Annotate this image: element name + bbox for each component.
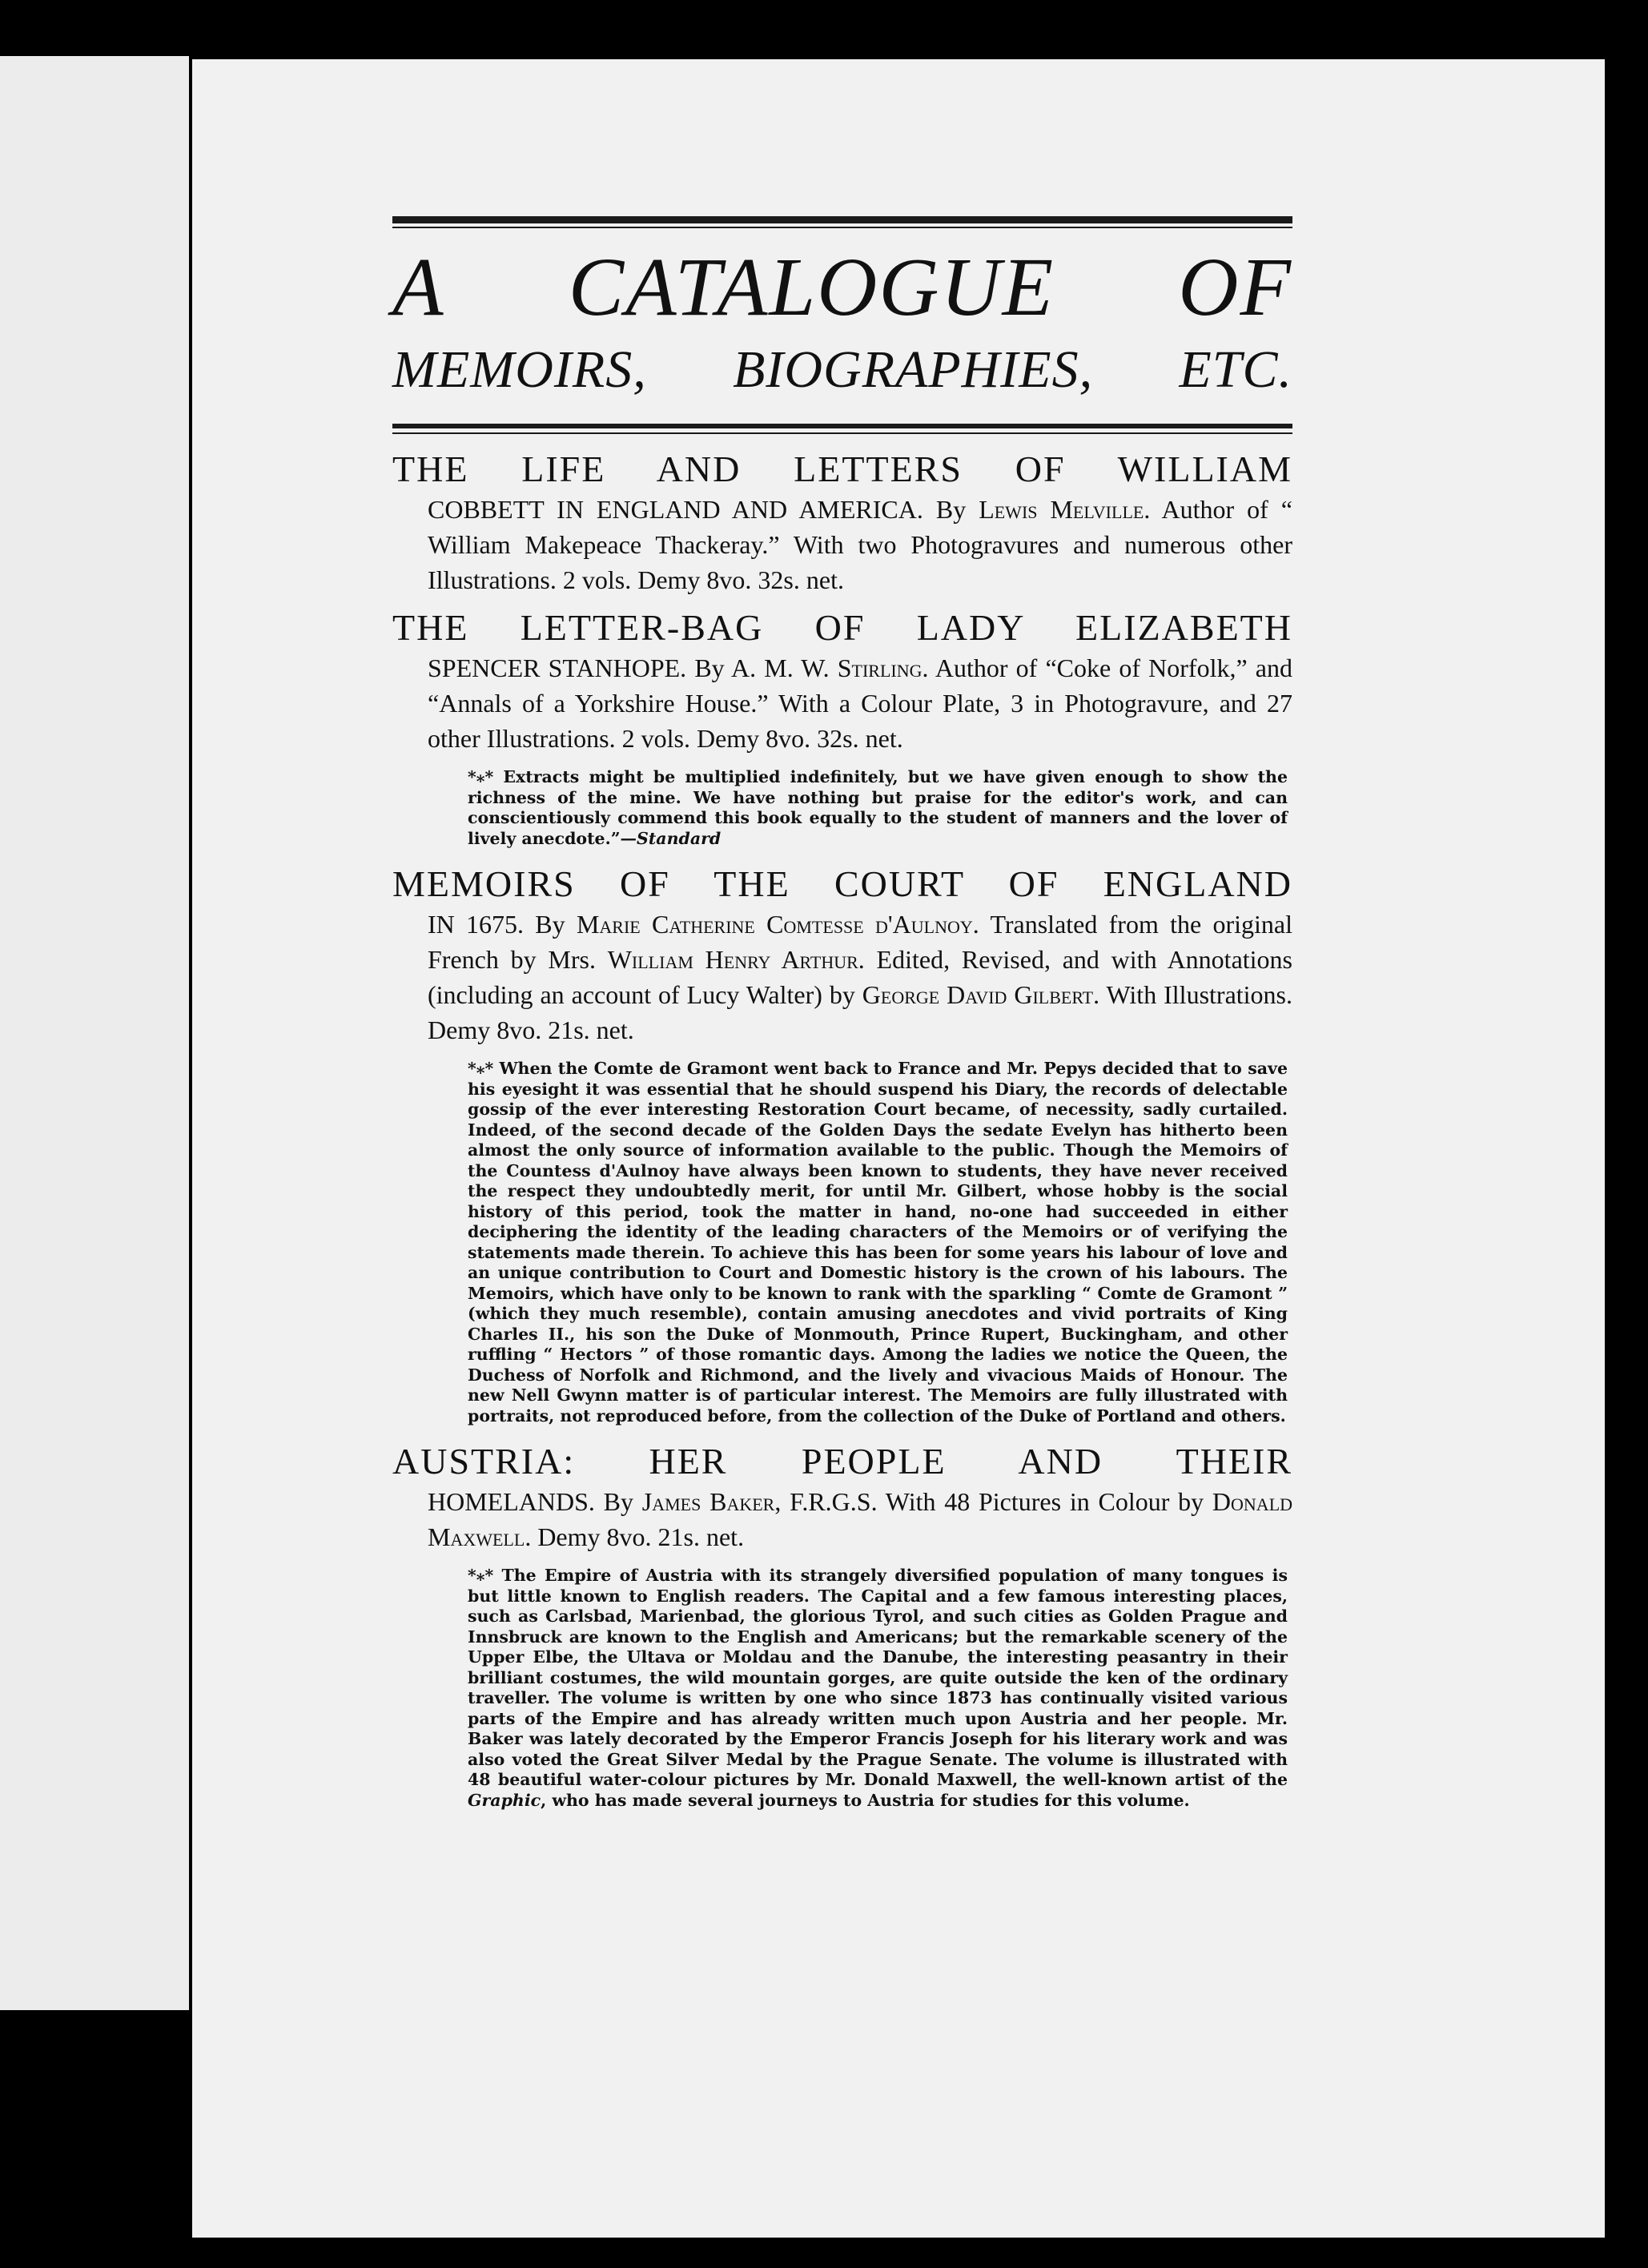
author-name: Stirling: [837, 653, 922, 682]
book-entry: [392, 447, 1292, 597]
review-note: *⁎* Extracts might be multiplied indefinitely, but we have given enough to show the richness of the mine. We have nothing but praise for the editor's work, and can conscientiously commend this book equally to the student of manners and the lover of lively anecdote.”—Standard: [468, 767, 1288, 848]
catalogue-subtitle: MEMOIRS, BIOGRAPHIES, ETC.: [392, 340, 1292, 399]
top-rule-thin: [392, 227, 1292, 228]
entry-heading: THE LETTER-BAG OF LADY ELIZABETH: [392, 607, 1292, 648]
adjacent-page-edge: [0, 56, 189, 2010]
top-rule-thick: [392, 216, 1292, 223]
editor-name: George David Gilbert: [862, 980, 1094, 1009]
title-word: CATALOGUE: [568, 241, 1055, 333]
catalogue-title: [392, 243, 1292, 332]
periodical-name: Graphic: [468, 1790, 541, 1810]
author-name: Marie Catherine Comtesse d'Aulnoy: [576, 910, 973, 939]
entry-description: IN 1675. By Marie Catherine Comtesse d'Aulnoy. Translated from the original French by Mrs. William Henry Arthur. Edited, Revised, and with Annotations (including an account of Lucy Walter) by George David Gilbert. With Illustrations. Demy 8vo. 21s. net.: [428, 910, 1293, 1044]
title-word: OF: [1178, 241, 1292, 333]
author-name: James Baker: [641, 1487, 775, 1516]
review-source: Standard: [637, 828, 722, 848]
catalogue-page: [192, 59, 1605, 2238]
entry-heading: AUSTRIA: HER PEOPLE AND THEIR: [392, 1441, 1292, 1482]
book-entry: [392, 605, 1292, 849]
translator-name: William Henry Arthur: [607, 945, 858, 974]
title-word: A: [392, 241, 445, 333]
book-entry: [392, 1439, 1292, 1811]
entry-description: COBBETT IN ENGLAND AND AMERICA. By Lewis Melville. Author of “ William Makepeace Thackeray.” With two Photogravures and numerous other Illustrations. 2 vols. Demy 8vo. 32s. net.: [428, 495, 1293, 594]
entry-description: HOMELANDS. By James Baker, F.R.G.S. With 48 Pictures in Colour by Donald Maxwell. Demy 8vo. 21s. net.: [428, 1487, 1293, 1551]
page-content: [392, 216, 1292, 1811]
illustrator-name: Donald Maxwell: [428, 1487, 1293, 1551]
review-note: *⁎* The Empire of Austria with its strangely diversified population of many tongues is but little known to English readers. The Capital and a few famous interesting places, such as Carlsbad, Marienbad, the glorious Tyrol, and such cities as Golden Prague and Innsbruck are known to the English and Americans; but the remarkable scenery of the Upper Elbe, the Ultava or Moldau and the Danube, the interesting peasantry in their brilliant costumes, the wild mountain gorges, are quite outside the ken of the ordinary traveller. The volume is written by one who since 1873 has continually visited various parts of the Empire and has already written much upon Austria and her people. Mr. Baker was lately decorated by the Emperor Francis Joseph for his literary work and was also voted the Great Silver Medal by the Prague Senate. The volume is illustrated with 48 beautiful water-colour pictures by Mr. Donald Maxwell, the well-known artist of the Graphic, who has made several journeys to Austria for studies for this volume.: [468, 1566, 1288, 1810]
author-name: Lewis Melville: [979, 495, 1144, 524]
title-divider: [392, 424, 1292, 434]
entry-heading: MEMOIRS OF THE COURT OF ENGLAND: [392, 863, 1292, 904]
entry-description: SPENCER STANHOPE. By A. M. W. Stirling. Author of “Coke of Norfolk,” and “Annals of a Yorkshire House.” With a Colour Plate, 3 in Photogravure, and 27 other Illustrations. 2 vols. Demy 8vo. 32s. net.: [428, 653, 1293, 753]
review-note: *⁎* When the Comte de Gramont went back to France and Mr. Pepys decided that to save his eyesight it was essential that he should suspend his Diary, the records of delectable gossip of the ever interesting Restoration Court became, of necessity, sadly curtailed. Indeed, of the second decade of the Golden Days the sedate Evelyn has hitherto been almost the only source of information available to the public. Though the Memoirs of the Countess d'Aulnoy have always been known to students, they have never received the respect they undoubtedly merit, for until Mr. Gilbert, whose hobby is the social history of this period, took the matter in hand, no-one had succeeded in either deciphering the identity of the leading characters of the Memoirs or of verifying the statements made therein. To achieve this has been for some years his labour of love and an unique contribution to Court and Domestic history is the crown of his labours. The Memoirs, which have only to be known to rank with the sparkling “ Comte de Gramont ” (which they much resemble), contain amusing anecdotes and vivid portraits of King Charles II., his son the Duke of Monmouth, Prince Rupert, Buckingham, and other ruffling “ Hectors ” of those romantic days. Among the ladies we notice the Queen, the Duchess of Norfolk and Richmond, and the lively and vivacious Maids of Honour. The new Nell Gwynn matter is of particular interest. The Memoirs are fully illustrated with portraits, not reproduced before, from the collection of the Duke of Portland and others.: [468, 1059, 1288, 1426]
book-entry: [392, 862, 1292, 1426]
entry-heading: THE LIFE AND LETTERS OF WILLIAM: [392, 448, 1292, 489]
